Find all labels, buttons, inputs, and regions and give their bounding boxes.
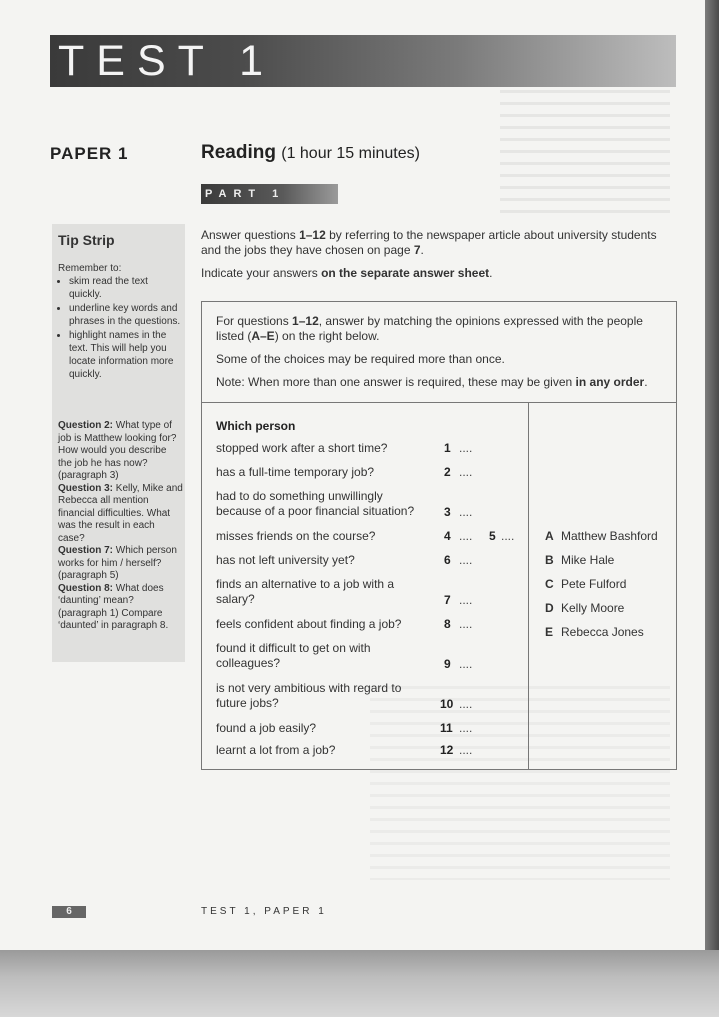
instruction-line: For questions 1–12, answer by matching the opinions expressed with the people listed (A–E) on the right below. — [216, 314, 643, 343]
option-letter: B — [545, 553, 554, 567]
option-name: Rebecca Jones — [561, 625, 644, 639]
answer-blank[interactable]: .... — [459, 553, 473, 567]
answer-blank[interactable]: .... — [459, 593, 473, 607]
question-tip-label: Question 2: — [58, 420, 114, 431]
option-item — [545, 625, 644, 639]
option-name: Matthew Bashford — [561, 529, 658, 543]
instructions-box — [201, 301, 677, 403]
question-text: learnt a lot from a job? — [216, 743, 336, 757]
option-letter: E — [545, 625, 554, 639]
reading-label: Reading — [201, 142, 276, 163]
paper-title: PAPER 1 — [50, 144, 129, 163]
answer-blank[interactable]: .... — [459, 743, 473, 757]
page-edge-shadow — [705, 0, 719, 950]
question-number: 7 — [444, 593, 451, 607]
question-tip-label: Question 3: — [58, 482, 114, 494]
running-title: TEST 1, PAPER 1 — [201, 906, 327, 917]
tip-bullets — [58, 275, 183, 381]
question-number: 11 — [440, 721, 453, 735]
question-tips — [58, 420, 183, 633]
test-title: TEST 1 — [58, 37, 275, 85]
answer-blank[interactable]: .... — [459, 505, 473, 519]
answer-blank[interactable]: .... — [459, 441, 473, 455]
intro-line: Answer questions 1–12 by referring to the newspaper article about university students and the jobs they have chosen on page 7. — [201, 228, 657, 257]
answer-blank[interactable]: .... — [459, 721, 473, 735]
question-tip — [58, 420, 183, 483]
question-text: had to do something unwillingly because of a poor financial situation? — [216, 489, 415, 518]
question-number: 5 — [489, 529, 496, 543]
option-letter: D — [545, 601, 554, 615]
question-text: has a full-time temporary job? — [216, 465, 375, 479]
test-banner — [50, 35, 676, 87]
question-number: 6 — [444, 553, 451, 567]
question-number: 12 — [440, 743, 454, 757]
part-banner: PART 1 — [201, 184, 338, 204]
question-number: 4 — [444, 529, 451, 543]
tip-bullet: • underline key words and phrases in the questions. — [69, 302, 183, 328]
questions-table — [201, 403, 677, 770]
page-number: 6 — [52, 906, 86, 918]
remember-label: Remember to: — [58, 263, 122, 274]
question-text: is not very ambitious with regard to future jobs? — [216, 681, 402, 710]
question-text: misses friends on the course? — [216, 529, 376, 543]
question-text: found a job easily? — [216, 721, 317, 735]
intro-text — [201, 228, 677, 289]
tip-strip-title: Tip Strip — [58, 232, 115, 248]
question-tip — [58, 545, 183, 583]
tip-bullet: • skim read the text quickly. — [69, 275, 183, 301]
question-number: 2 — [444, 465, 451, 479]
question-tip-text: Kelly, Mike and Rebecca all mention financial difficulties. What was the result in each case? — [58, 482, 183, 544]
question-number: 9 — [444, 657, 451, 671]
tip-strip-body — [58, 262, 183, 382]
option-item — [545, 553, 614, 567]
option-item — [545, 601, 624, 615]
instruction-line: Note: When more than one answer is required, these may be given in any order. — [216, 375, 648, 389]
tip-bullet: • highlight names in the text. This will help you locate information more quickly. — [69, 329, 183, 381]
question-number: 1 — [444, 441, 451, 455]
reading-duration: (1 hour 15 minutes) — [281, 145, 420, 162]
question-number: 3 — [444, 505, 451, 519]
option-letter: C — [545, 577, 554, 591]
question-tip-label: Question 8: — [58, 582, 114, 594]
option-item — [545, 529, 658, 543]
answer-blank[interactable]: .... — [501, 529, 515, 543]
question-text: stopped work after a short time? — [216, 441, 388, 455]
instruction-line: Some of the choices may be required more than once. — [216, 352, 505, 366]
column-divider — [528, 403, 529, 769]
question-text: has not left university yet? — [216, 553, 355, 567]
option-item — [545, 577, 626, 591]
question-tip-label: Question 7: — [58, 545, 114, 556]
question-number: 10 — [440, 697, 454, 711]
question-number: 8 — [444, 617, 451, 631]
question-tip-text: Which person works for him / herself? (paragraph 5) — [58, 545, 177, 581]
question-tip-text: What does ‘daunting’ mean? (paragraph 1) Compare ‘daunted’ in paragraph 8. — [58, 582, 169, 631]
questions-heading: Which person — [216, 419, 296, 433]
question-text: found it difficult to get on with colleagues? — [216, 641, 371, 670]
question-text: feels confident about finding a job? — [216, 617, 402, 631]
answer-blank[interactable]: .... — [459, 697, 473, 711]
question-text: finds an alternative to a job with a salary? — [216, 577, 395, 606]
tip-strip — [52, 224, 185, 662]
scan-bottom-edge — [0, 950, 719, 1017]
answer-blank[interactable]: .... — [459, 617, 473, 631]
option-name: Kelly Moore — [561, 601, 625, 615]
question-tip-text: What type of job is Matthew looking for? How would you describe the job he has now? (paragraph 3) — [58, 420, 177, 481]
option-letter: A — [545, 529, 554, 543]
answer-blank[interactable]: .... — [459, 529, 473, 543]
answer-blank[interactable]: .... — [459, 657, 473, 671]
option-name: Pete Fulford — [561, 577, 627, 591]
question-tip — [58, 483, 183, 546]
option-name: Mike Hale — [561, 553, 615, 567]
answer-blank[interactable]: .... — [459, 465, 473, 479]
section-title — [201, 142, 420, 164]
intro-line: Indicate your answers on the separate answer sheet. — [201, 266, 493, 280]
question-tip — [58, 583, 183, 633]
